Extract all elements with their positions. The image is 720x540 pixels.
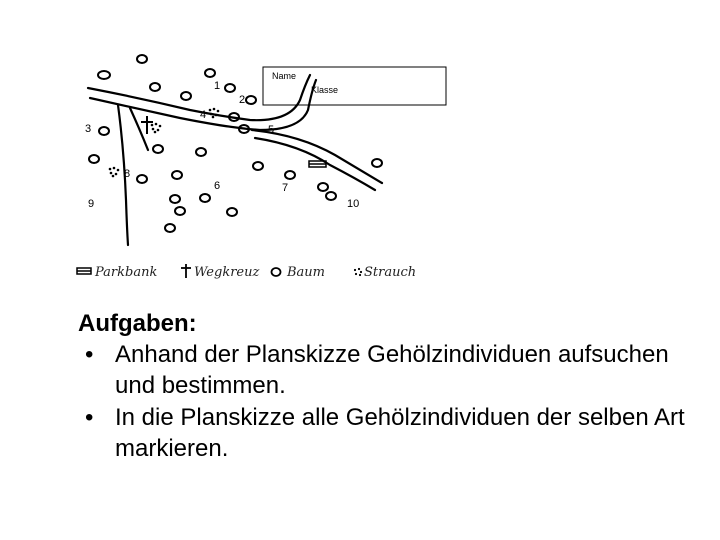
legend-label: Baum xyxy=(287,265,326,280)
point-number: 4 xyxy=(200,109,207,121)
point-number: 8 xyxy=(124,168,131,180)
tree-icon xyxy=(137,55,147,63)
tree-icon xyxy=(225,84,235,92)
tree-icon xyxy=(172,171,182,179)
tree-icon xyxy=(205,69,215,77)
wayside-cross-icon xyxy=(181,264,191,278)
legend-item-shrub xyxy=(354,265,416,280)
legend-item-tree xyxy=(272,265,326,280)
point-number: 1 xyxy=(214,80,221,92)
legend-label: Strauch xyxy=(364,265,417,280)
tree-icon xyxy=(89,155,99,163)
footpaths xyxy=(88,75,382,245)
legend-item-bench xyxy=(77,265,157,280)
tree-icon xyxy=(137,175,147,183)
tree-icon xyxy=(170,195,180,203)
point-number: 7 xyxy=(282,182,289,194)
shrub-icon xyxy=(354,268,362,276)
task-item xyxy=(78,339,698,401)
task-text: In die Planskizze alle Gehölzindividuen der selben Art markieren. xyxy=(115,403,685,462)
tasks-section xyxy=(78,308,698,464)
path-vertical-right-edge xyxy=(130,108,148,150)
tree-icon xyxy=(200,194,210,202)
point-number: 9 xyxy=(88,198,95,210)
tree-icon xyxy=(318,183,328,191)
tree-icon xyxy=(285,171,295,179)
tasks-heading: Aufgaben: xyxy=(78,310,197,337)
legend-label: Wegkreuz xyxy=(194,265,260,280)
tree-icon xyxy=(175,207,185,215)
legend-label: Parkbank xyxy=(95,265,158,280)
shrub-icon xyxy=(151,123,162,134)
shrub-icon xyxy=(109,167,120,178)
point-number: 10 xyxy=(347,198,360,210)
tree-icon xyxy=(326,192,336,200)
path-main-upper-edge xyxy=(88,75,310,120)
point-number: 6 xyxy=(214,180,221,192)
point-number: 3 xyxy=(85,123,92,135)
task-item xyxy=(78,402,698,464)
name-class-box xyxy=(263,67,446,105)
tree-icon xyxy=(165,224,175,232)
tree-icon xyxy=(246,96,256,104)
task-text: Anhand der Planskizze Gehölzindividuen aufsuchen und bestimmen. xyxy=(115,341,669,400)
class-label: Klasse xyxy=(311,85,339,95)
tree-icon xyxy=(272,268,281,276)
shrub-icon xyxy=(209,108,220,119)
tree-icon xyxy=(153,145,163,153)
bullet-icon: • xyxy=(85,403,94,431)
park-bench-icon xyxy=(77,268,91,274)
legend xyxy=(77,264,416,280)
tree-icon xyxy=(99,127,109,135)
tree-icon xyxy=(253,162,263,170)
tree-icon xyxy=(196,148,206,156)
name-label: Name xyxy=(272,71,297,81)
trees xyxy=(89,55,382,232)
tree-icon xyxy=(150,83,160,91)
point-number: 2 xyxy=(239,94,246,106)
tree-icon xyxy=(98,71,110,79)
tree-icon xyxy=(181,92,191,100)
tree-icon xyxy=(227,208,237,216)
tasks-list xyxy=(78,339,698,464)
tree-icon xyxy=(372,159,382,167)
legend-item-cross xyxy=(181,264,259,280)
bullet-icon: • xyxy=(85,341,94,369)
point-number: 5 xyxy=(268,124,275,136)
